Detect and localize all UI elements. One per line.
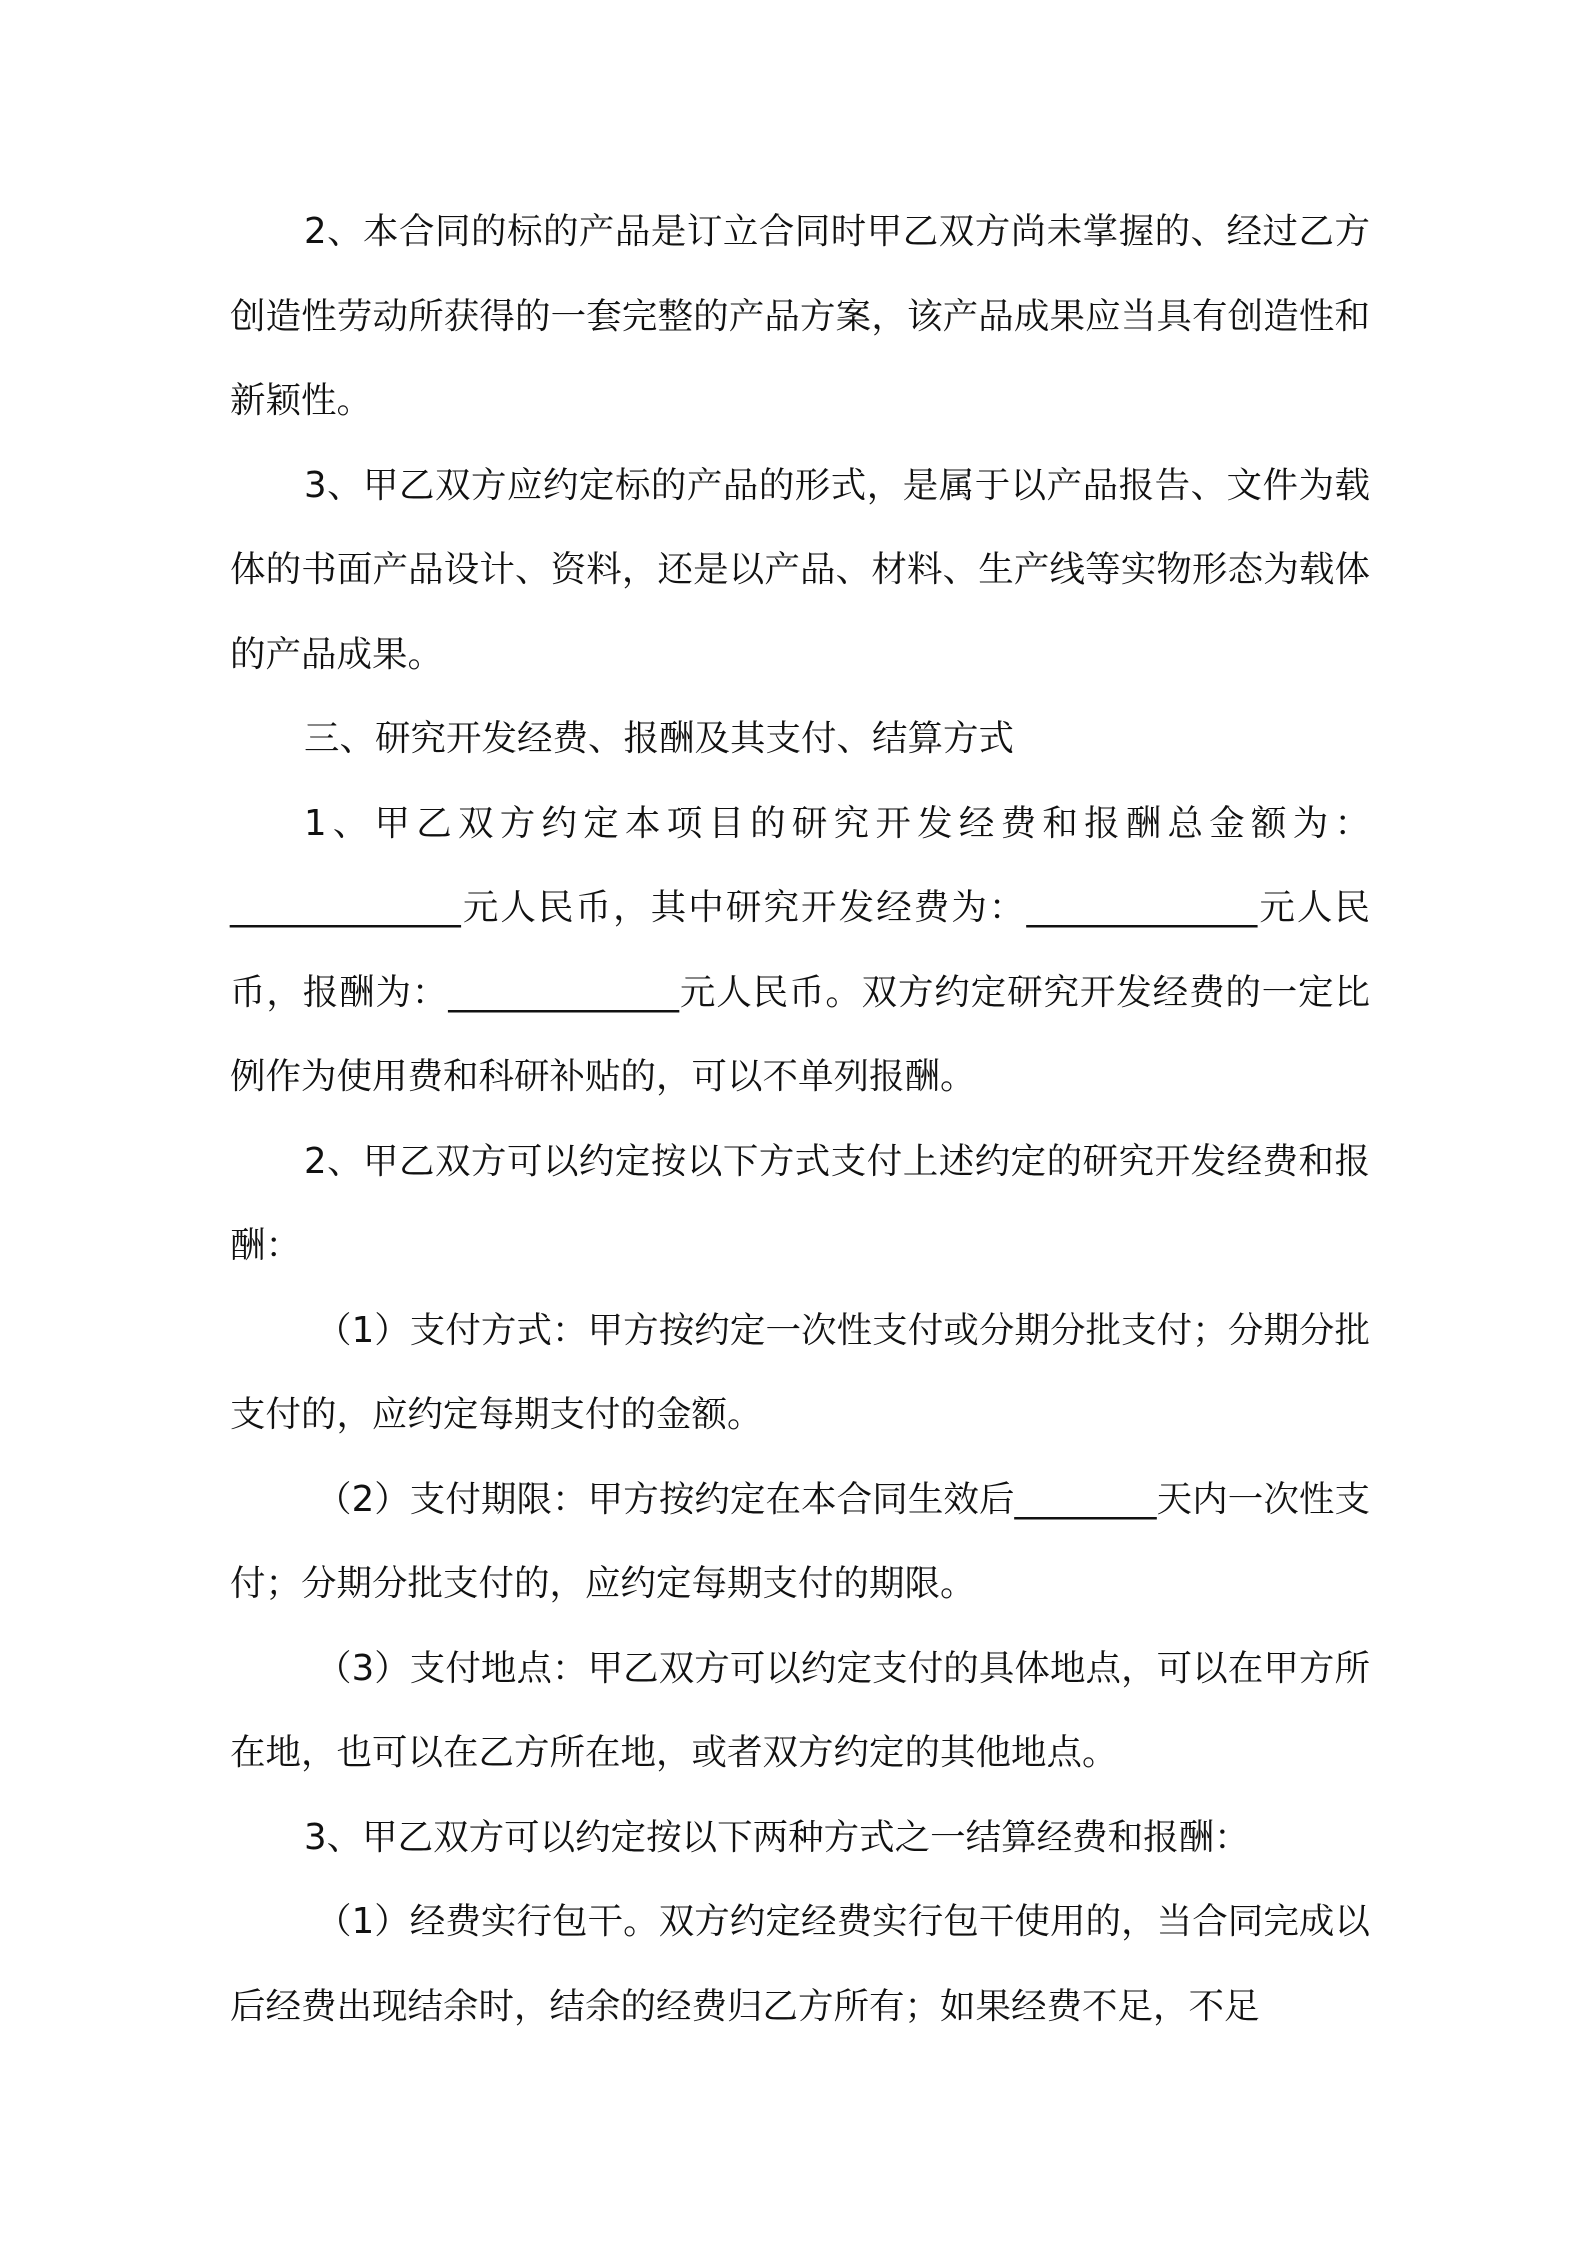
item-3-payment-location: （3）支付地点：甲乙双方可以约定支付的具体地点，可以在甲方所在地，也可以在乙方所在地，或者双方约定的其他地点。 [230,1647,1370,1773]
clause-1-total-amount: 1、甲乙双方约定本项目的研究开发经费和报酬总金额为：_____________元人民币，其中研究开发经费为：_____________元人民币，报酬为：_____________元人民币。双方约定研究开发经费的一定比例作为使用费和科研补贴的，可以不单列报酬。 [230,802,1370,1097]
clause-3-settlement-methods: 3、甲乙双方可以约定按以下两种方式之一结算经费和报酬： [304,1816,1250,1858]
clause-2-payment-methods: 2、甲乙双方可以约定按以下方式支付上述约定的研究开发经费和报酬： [230,1140,1370,1266]
clause-2-subject-product: 2、本合同的标的产品是订立合同时甲乙双方尚未掌握的、经过乙方创造性劳动所获得的一套完整的产品方案，该产品成果应当具有创造性和新颖性。 [230,211,1370,421]
item-1-payment-method: （1）支付方式：甲方按约定一次性支付或分期分批支付；分期分批支付的，应约定每期支付的金额。 [230,1309,1370,1435]
item-2-payment-deadline: （2）支付期限：甲方按约定在本合同生效后________天内一次性支付；分期分批支付的，应约定每期支付的期限。 [230,1478,1370,1604]
document-body [230,190,1370,2049]
section-3-heading: 三、研究开发经费、报酬及其支付、结算方式 [304,718,1015,759]
item-1-fixed-budget: （1）经费实行包干。双方约定经费实行包干使用的，当合同完成以后经费出现结余时，结余的经费归乙方所有；如果经费不足，不足 [230,1901,1370,2027]
clause-3-product-form: 3、甲乙双方应约定标的产品的形式，是属于以产品报告、文件为载体的书面产品设计、资料，还是以产品、材料、生产线等实物形态为载体的产品成果。 [230,464,1370,675]
